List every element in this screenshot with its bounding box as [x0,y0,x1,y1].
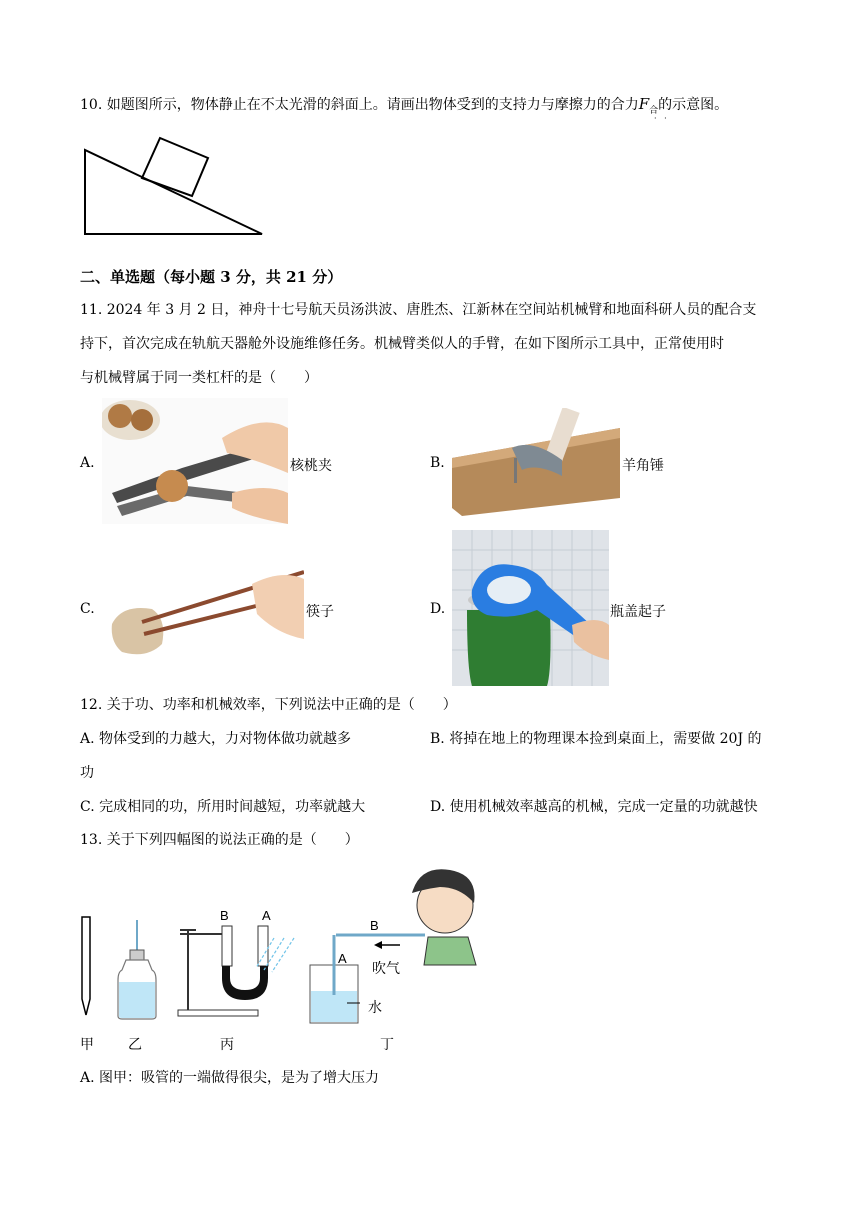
q10-stem: 如题图所示，物体静止在不太光滑的斜面上。请画出物体受到的支持力与摩擦力的合力 [106,97,639,113]
q12-option-c: C. 完成相同的功，所用时间越短，功率就越大 [80,799,366,815]
fig-caption-jia: 甲 [80,1037,94,1053]
q11-option-a-letter: A. [80,455,95,471]
q11-option-c-letter: C. [80,601,95,617]
q12-option-d: D. 使用机械效率越高的机械，完成一定量的功就越快 [430,799,758,815]
q13-stem: 13. 关于下列四幅图的说法正确的是（ ） [80,832,359,848]
fig-ding-blow [300,865,480,1025]
q12-option-b: B. 将掉在地上的物理课本捡到桌面上，需要做 20J 的 [430,731,762,747]
fig-jia-straw [78,915,94,1017]
q10-formula: $F_合$ [638,95,659,116]
nutcracker-image [102,398,288,524]
fig-ding-blow-label: 吹气 [372,961,400,977]
q12-option-a: A. 物体受到的力越大，力对物体做功就越多 [80,731,352,747]
q11-line2: 持下，首次完成在轨航天器舱外设施维修任务。机械臂类似人的手臂，在如下图所示工具中，正常使用时 [80,336,724,352]
q11-option-a-caption: 核桃夹 [290,458,332,474]
fig-caption-ding: 丁 [380,1037,394,1053]
incline-triangle [85,150,262,234]
chopsticks-image [102,564,304,670]
fig-yi-bottle [116,920,158,1020]
q11-line1: 11. 2024 年 3 月 2 日，神舟十七号航天员汤洪波、唐胜杰、江新林在空间站机械臂和地面科研人员的配合支 [80,302,757,318]
q11-option-c-caption: 筷子 [306,604,334,620]
q12-stem: 12. 关于功、功率和机械效率，下列说法中正确的是（ ） [80,697,457,713]
claw-hammer-image [452,408,620,516]
q10-stem-end: 的示意图。 [658,97,729,113]
bottle-opener-image [452,530,609,686]
block-on-incline [142,138,208,196]
fig-ding-label-a: A [338,951,347,966]
incline-figure [80,130,280,240]
q10-number: 10. [80,97,103,113]
fig-bing-label-a: A [262,908,271,923]
q11-option-b-letter: B. [430,455,445,471]
fig-ding-label-b: B [370,918,379,933]
q11-option-d-letter: D. [430,601,446,617]
fig-bing-label-b: B [220,908,229,923]
q11-option-d-caption: 瓶盖起子 [610,604,666,620]
fig-caption-bing: 丙 [220,1037,234,1053]
q10-text [80,94,728,121]
q11-line3: 与机械臂属于同一类杠杆的是（ ） [80,370,318,386]
q13-option-a: A. 图甲：吸管的一端做得很尖，是为了增大压力 [80,1070,380,1086]
section-heading: 二、单选题（每小题 3 分，共 21 分） [80,268,343,286]
fig-bing-utube [174,908,298,1020]
emphasis-dots: · · [654,114,667,123]
q11-option-b-caption: 羊角锤 [622,458,664,474]
q12-option-b-cont: 功 [80,765,94,781]
fig-caption-yi: 乙 [128,1037,142,1053]
fig-ding-water-label: 水 [368,1000,382,1016]
